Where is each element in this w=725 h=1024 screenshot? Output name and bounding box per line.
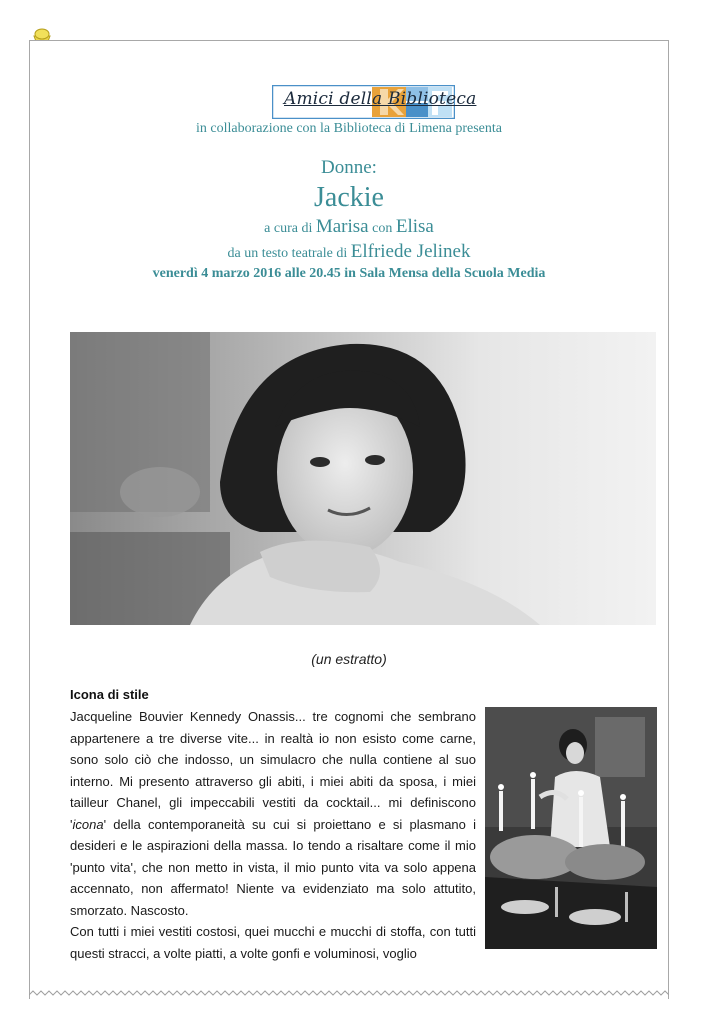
jackie-dinner-table-photo bbox=[485, 707, 657, 949]
paragraph-1-emphasis: icona bbox=[72, 816, 104, 832]
collaboration-line: in collaborazione con la Biblioteca di Limena presenta bbox=[196, 121, 502, 136]
paragraph-2: Con tutti i miei vestiti costosi, quei mucchi e mucchi di stoffa, con tutti questi stracci, a volte piatti, a volte gonfi e voluminosi, voglio bbox=[70, 924, 476, 961]
jackie-portrait-photo bbox=[70, 332, 656, 625]
paragraph-1-part-a: Jacqueline Bouvier Kennedy Onassis... tre cognomi che sembrano appartenere a tre diverse vite... in realtà io non esisto come carne, sono solo ciò che indosso, un simulacro che nulla contiene al suo interno. Mi presento attraverso gli abiti, i miei abiti da sposa, i miei tailleur Chanel, gli impeccabili vestiti da cocktail... mi definiscono ' bbox=[70, 709, 476, 832]
logo-text: Amici della Biblioteca bbox=[284, 89, 477, 109]
amici-biblioteca-logo bbox=[272, 85, 477, 119]
section-heading: Icona di stile bbox=[70, 687, 149, 702]
source-text-line bbox=[30, 241, 668, 263]
text-prefix: da un testo teatrale di bbox=[227, 246, 348, 261]
series-label: Donne: bbox=[321, 157, 377, 178]
page-torn-edge bbox=[29, 988, 669, 1002]
date-location-line: venerdì 4 marzo 2016 alle 20.45 in Sala Mensa della Scuola Media bbox=[152, 266, 546, 281]
paragraph-1-part-b: ' della contemporaneità su cui si proiettano e si plasmano i desideri e le aspirazioni della massa. Io tendo a risaltare come il mio 'punto vita', che non metto in vista, il mio punto vita va solo appena accennato, non affermato! Niente va evidenziato ma solo attutito, smorzato. Nascosto. bbox=[70, 816, 476, 918]
curated-with: con bbox=[372, 221, 393, 236]
excerpt-caption: (un estratto) bbox=[311, 651, 387, 667]
body-text bbox=[70, 706, 476, 964]
author-name: Elfriede Jelinek bbox=[350, 241, 471, 262]
co-curator-name: Elisa bbox=[395, 216, 434, 237]
document-page bbox=[29, 40, 669, 999]
event-title: Jackie bbox=[314, 182, 384, 213]
curated-by-line bbox=[30, 216, 668, 238]
curated-prefix: a cura di bbox=[264, 221, 313, 236]
paragraph-1 bbox=[70, 706, 476, 921]
curator-name: Marisa bbox=[315, 216, 369, 237]
